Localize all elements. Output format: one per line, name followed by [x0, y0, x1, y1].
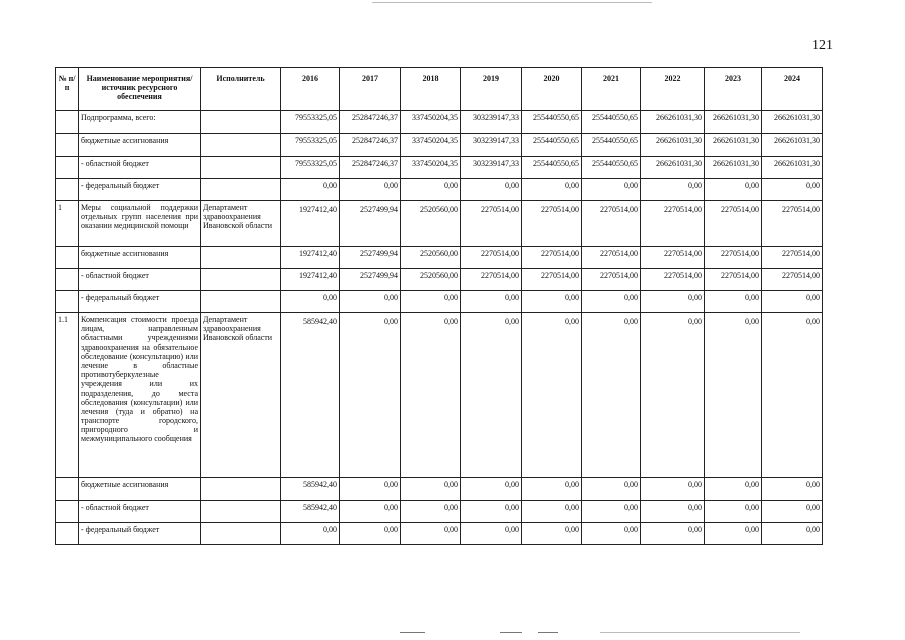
value-cell: 0,00	[401, 179, 461, 201]
row-index	[56, 134, 79, 157]
header-year: 2017	[340, 68, 401, 111]
row-executor	[201, 523, 281, 545]
value-cell: 337450204,35	[401, 134, 461, 157]
header-executor: Исполнитель	[201, 68, 281, 111]
table-row	[56, 111, 823, 134]
value-cell: 2527499,94	[340, 247, 401, 269]
scan-mark	[538, 632, 558, 633]
value-cell: 0,00	[705, 179, 762, 201]
header-year: 2016	[281, 68, 340, 111]
value-cell: 0,00	[340, 478, 401, 501]
value-cell: 2270514,00	[582, 247, 641, 269]
header-name: Наименование мероприятия/источник ресурсного обеспечения	[79, 68, 201, 111]
value-cell: 0,00	[641, 523, 705, 545]
value-cell: 2270514,00	[461, 247, 522, 269]
row-executor	[201, 111, 281, 134]
row-executor	[201, 501, 281, 523]
row-index: 1.1	[56, 313, 79, 478]
header-row	[56, 68, 823, 111]
row-name: Меры социальной поддержки отдельных групп населения при оказании медицинской помощи	[79, 201, 201, 247]
value-cell: 0,00	[522, 313, 582, 478]
value-cell: 266261031,30	[705, 157, 762, 179]
table-row	[56, 201, 823, 247]
value-cell: 0,00	[522, 523, 582, 545]
value-cell: 266261031,30	[762, 157, 823, 179]
value-cell: 1927412,40	[281, 247, 340, 269]
value-cell: 2270514,00	[762, 201, 823, 247]
value-cell: 252847246,37	[340, 134, 401, 157]
value-cell: 0,00	[762, 501, 823, 523]
table-row	[56, 478, 823, 501]
row-index: 1	[56, 201, 79, 247]
row-name: - федеральный бюджет	[79, 291, 201, 313]
table-row	[56, 157, 823, 179]
value-cell: 0,00	[705, 523, 762, 545]
value-cell: 0,00	[461, 291, 522, 313]
value-cell: 255440550,65	[582, 157, 641, 179]
page-number: 121	[812, 38, 833, 53]
value-cell: 0,00	[582, 523, 641, 545]
row-name: - федеральный бюджет	[79, 523, 201, 545]
value-cell: 0,00	[522, 291, 582, 313]
value-cell: 2270514,00	[582, 201, 641, 247]
budget-table	[55, 67, 823, 545]
row-name: Подпрограмма, всего:	[79, 111, 201, 134]
row-name: Компенсация стоимости проезда лицам, направленным областными учреждениями здравоохранения на обязательное обследование (консультацию) или лечение в областные противотуберкулезные учреждения или их подразделения, до места обследования (консультации) или лечения (туда и обратно) на транспорте городского, пригородного и межмуниципального сообщения	[79, 313, 201, 478]
value-cell: 0,00	[705, 501, 762, 523]
row-executor: Департамент здравоохранения Ивановской области	[201, 201, 281, 247]
value-cell: 0,00	[401, 523, 461, 545]
value-cell: 2270514,00	[705, 247, 762, 269]
value-cell: 0,00	[582, 291, 641, 313]
value-cell: 266261031,30	[705, 111, 762, 134]
value-cell: 0,00	[340, 501, 401, 523]
value-cell: 252847246,37	[340, 157, 401, 179]
value-cell: 585942,40	[281, 313, 340, 478]
value-cell: 2270514,00	[641, 269, 705, 291]
value-cell: 2270514,00	[641, 201, 705, 247]
scan-mark	[372, 2, 652, 3]
header-year: 2022	[641, 68, 705, 111]
table-row	[56, 501, 823, 523]
value-cell: 2520560,00	[401, 269, 461, 291]
value-cell: 266261031,30	[705, 134, 762, 157]
value-cell: 0,00	[641, 501, 705, 523]
value-cell: 2270514,00	[522, 269, 582, 291]
value-cell: 0,00	[522, 501, 582, 523]
value-cell: 266261031,30	[641, 111, 705, 134]
scan-mark	[400, 632, 425, 633]
value-cell: 266261031,30	[641, 157, 705, 179]
value-cell: 79553325,05	[281, 134, 340, 157]
table-row	[56, 269, 823, 291]
value-cell: 2270514,00	[522, 247, 582, 269]
table-row	[56, 179, 823, 201]
value-cell: 0,00	[281, 523, 340, 545]
value-cell: 0,00	[582, 478, 641, 501]
value-cell: 79553325,05	[281, 157, 340, 179]
value-cell: 2270514,00	[705, 269, 762, 291]
value-cell: 2527499,94	[340, 201, 401, 247]
table-row	[56, 247, 823, 269]
value-cell: 2270514,00	[641, 247, 705, 269]
value-cell: 252847246,37	[340, 111, 401, 134]
row-name: бюджетные ассигнования	[79, 247, 201, 269]
row-executor	[201, 247, 281, 269]
header-year: 2019	[461, 68, 522, 111]
value-cell: 79553325,05	[281, 111, 340, 134]
table-row	[56, 313, 823, 478]
value-cell: 266261031,30	[762, 134, 823, 157]
value-cell: 0,00	[582, 501, 641, 523]
value-cell: 1927412,40	[281, 269, 340, 291]
value-cell: 0,00	[522, 478, 582, 501]
value-cell: 0,00	[705, 291, 762, 313]
value-cell: 0,00	[281, 291, 340, 313]
value-cell: 255440550,65	[522, 111, 582, 134]
header-year: 2020	[522, 68, 582, 111]
row-index	[56, 523, 79, 545]
value-cell: 2270514,00	[705, 201, 762, 247]
value-cell: 0,00	[641, 291, 705, 313]
value-cell: 0,00	[582, 313, 641, 478]
row-name: - областной бюджет	[79, 501, 201, 523]
row-executor	[201, 134, 281, 157]
header-year: 2021	[582, 68, 641, 111]
header-year: 2018	[401, 68, 461, 111]
value-cell: 303239147,33	[461, 111, 522, 134]
value-cell: 255440550,65	[522, 157, 582, 179]
row-index	[56, 111, 79, 134]
value-cell: 2270514,00	[522, 201, 582, 247]
value-cell: 0,00	[461, 501, 522, 523]
value-cell: 0,00	[461, 478, 522, 501]
value-cell: 2270514,00	[582, 269, 641, 291]
row-index	[56, 478, 79, 501]
value-cell: 0,00	[705, 478, 762, 501]
scan-mark	[500, 632, 522, 633]
value-cell: 2270514,00	[461, 201, 522, 247]
value-cell: 0,00	[705, 313, 762, 478]
value-cell: 2270514,00	[762, 247, 823, 269]
row-executor: Департамент здравоохранения Ивановской области	[201, 313, 281, 478]
value-cell: 337450204,35	[401, 157, 461, 179]
value-cell: 0,00	[461, 179, 522, 201]
value-cell: 303239147,33	[461, 134, 522, 157]
value-cell: 0,00	[401, 313, 461, 478]
value-cell: 2270514,00	[762, 269, 823, 291]
row-name: - областной бюджет	[79, 157, 201, 179]
value-cell: 0,00	[340, 179, 401, 201]
value-cell: 0,00	[641, 179, 705, 201]
value-cell: 2527499,94	[340, 269, 401, 291]
header-year: 2023	[705, 68, 762, 111]
row-index	[56, 157, 79, 179]
header-idx: № п/п	[56, 68, 79, 111]
row-name: бюджетные ассигнования	[79, 134, 201, 157]
value-cell: 0,00	[762, 179, 823, 201]
row-name: бюджетные ассигнования	[79, 478, 201, 501]
value-cell: 0,00	[641, 313, 705, 478]
row-executor	[201, 269, 281, 291]
table-row	[56, 291, 823, 313]
value-cell: 266261031,30	[762, 111, 823, 134]
value-cell: 255440550,65	[582, 134, 641, 157]
value-cell: 2520560,00	[401, 201, 461, 247]
row-executor	[201, 478, 281, 501]
row-index	[56, 501, 79, 523]
value-cell: 585942,40	[281, 478, 340, 501]
value-cell: 0,00	[762, 313, 823, 478]
value-cell: 1927412,40	[281, 201, 340, 247]
row-index	[56, 291, 79, 313]
value-cell: 0,00	[340, 291, 401, 313]
row-index	[56, 179, 79, 201]
row-executor	[201, 157, 281, 179]
value-cell: 585942,40	[281, 501, 340, 523]
value-cell: 303239147,33	[461, 157, 522, 179]
value-cell: 0,00	[461, 313, 522, 478]
row-executor	[201, 291, 281, 313]
value-cell: 266261031,30	[641, 134, 705, 157]
value-cell: 0,00	[401, 501, 461, 523]
row-name: - федеральный бюджет	[79, 179, 201, 201]
value-cell: 0,00	[762, 291, 823, 313]
row-name: - областной бюджет	[79, 269, 201, 291]
row-index	[56, 269, 79, 291]
table-row	[56, 134, 823, 157]
value-cell: 0,00	[340, 313, 401, 478]
header-year: 2024	[762, 68, 823, 111]
value-cell: 0,00	[461, 523, 522, 545]
value-cell: 0,00	[522, 179, 582, 201]
value-cell: 337450204,35	[401, 111, 461, 134]
value-cell: 0,00	[582, 179, 641, 201]
value-cell: 0,00	[762, 478, 823, 501]
value-cell: 2520560,00	[401, 247, 461, 269]
value-cell: 2270514,00	[461, 269, 522, 291]
value-cell: 0,00	[340, 523, 401, 545]
value-cell: 0,00	[762, 523, 823, 545]
value-cell: 255440550,65	[582, 111, 641, 134]
row-index	[56, 247, 79, 269]
value-cell: 0,00	[281, 179, 340, 201]
table-row	[56, 523, 823, 545]
value-cell: 0,00	[401, 478, 461, 501]
row-executor	[201, 179, 281, 201]
value-cell: 0,00	[641, 478, 705, 501]
value-cell: 255440550,65	[522, 134, 582, 157]
scan-mark	[600, 632, 800, 633]
value-cell: 0,00	[401, 291, 461, 313]
